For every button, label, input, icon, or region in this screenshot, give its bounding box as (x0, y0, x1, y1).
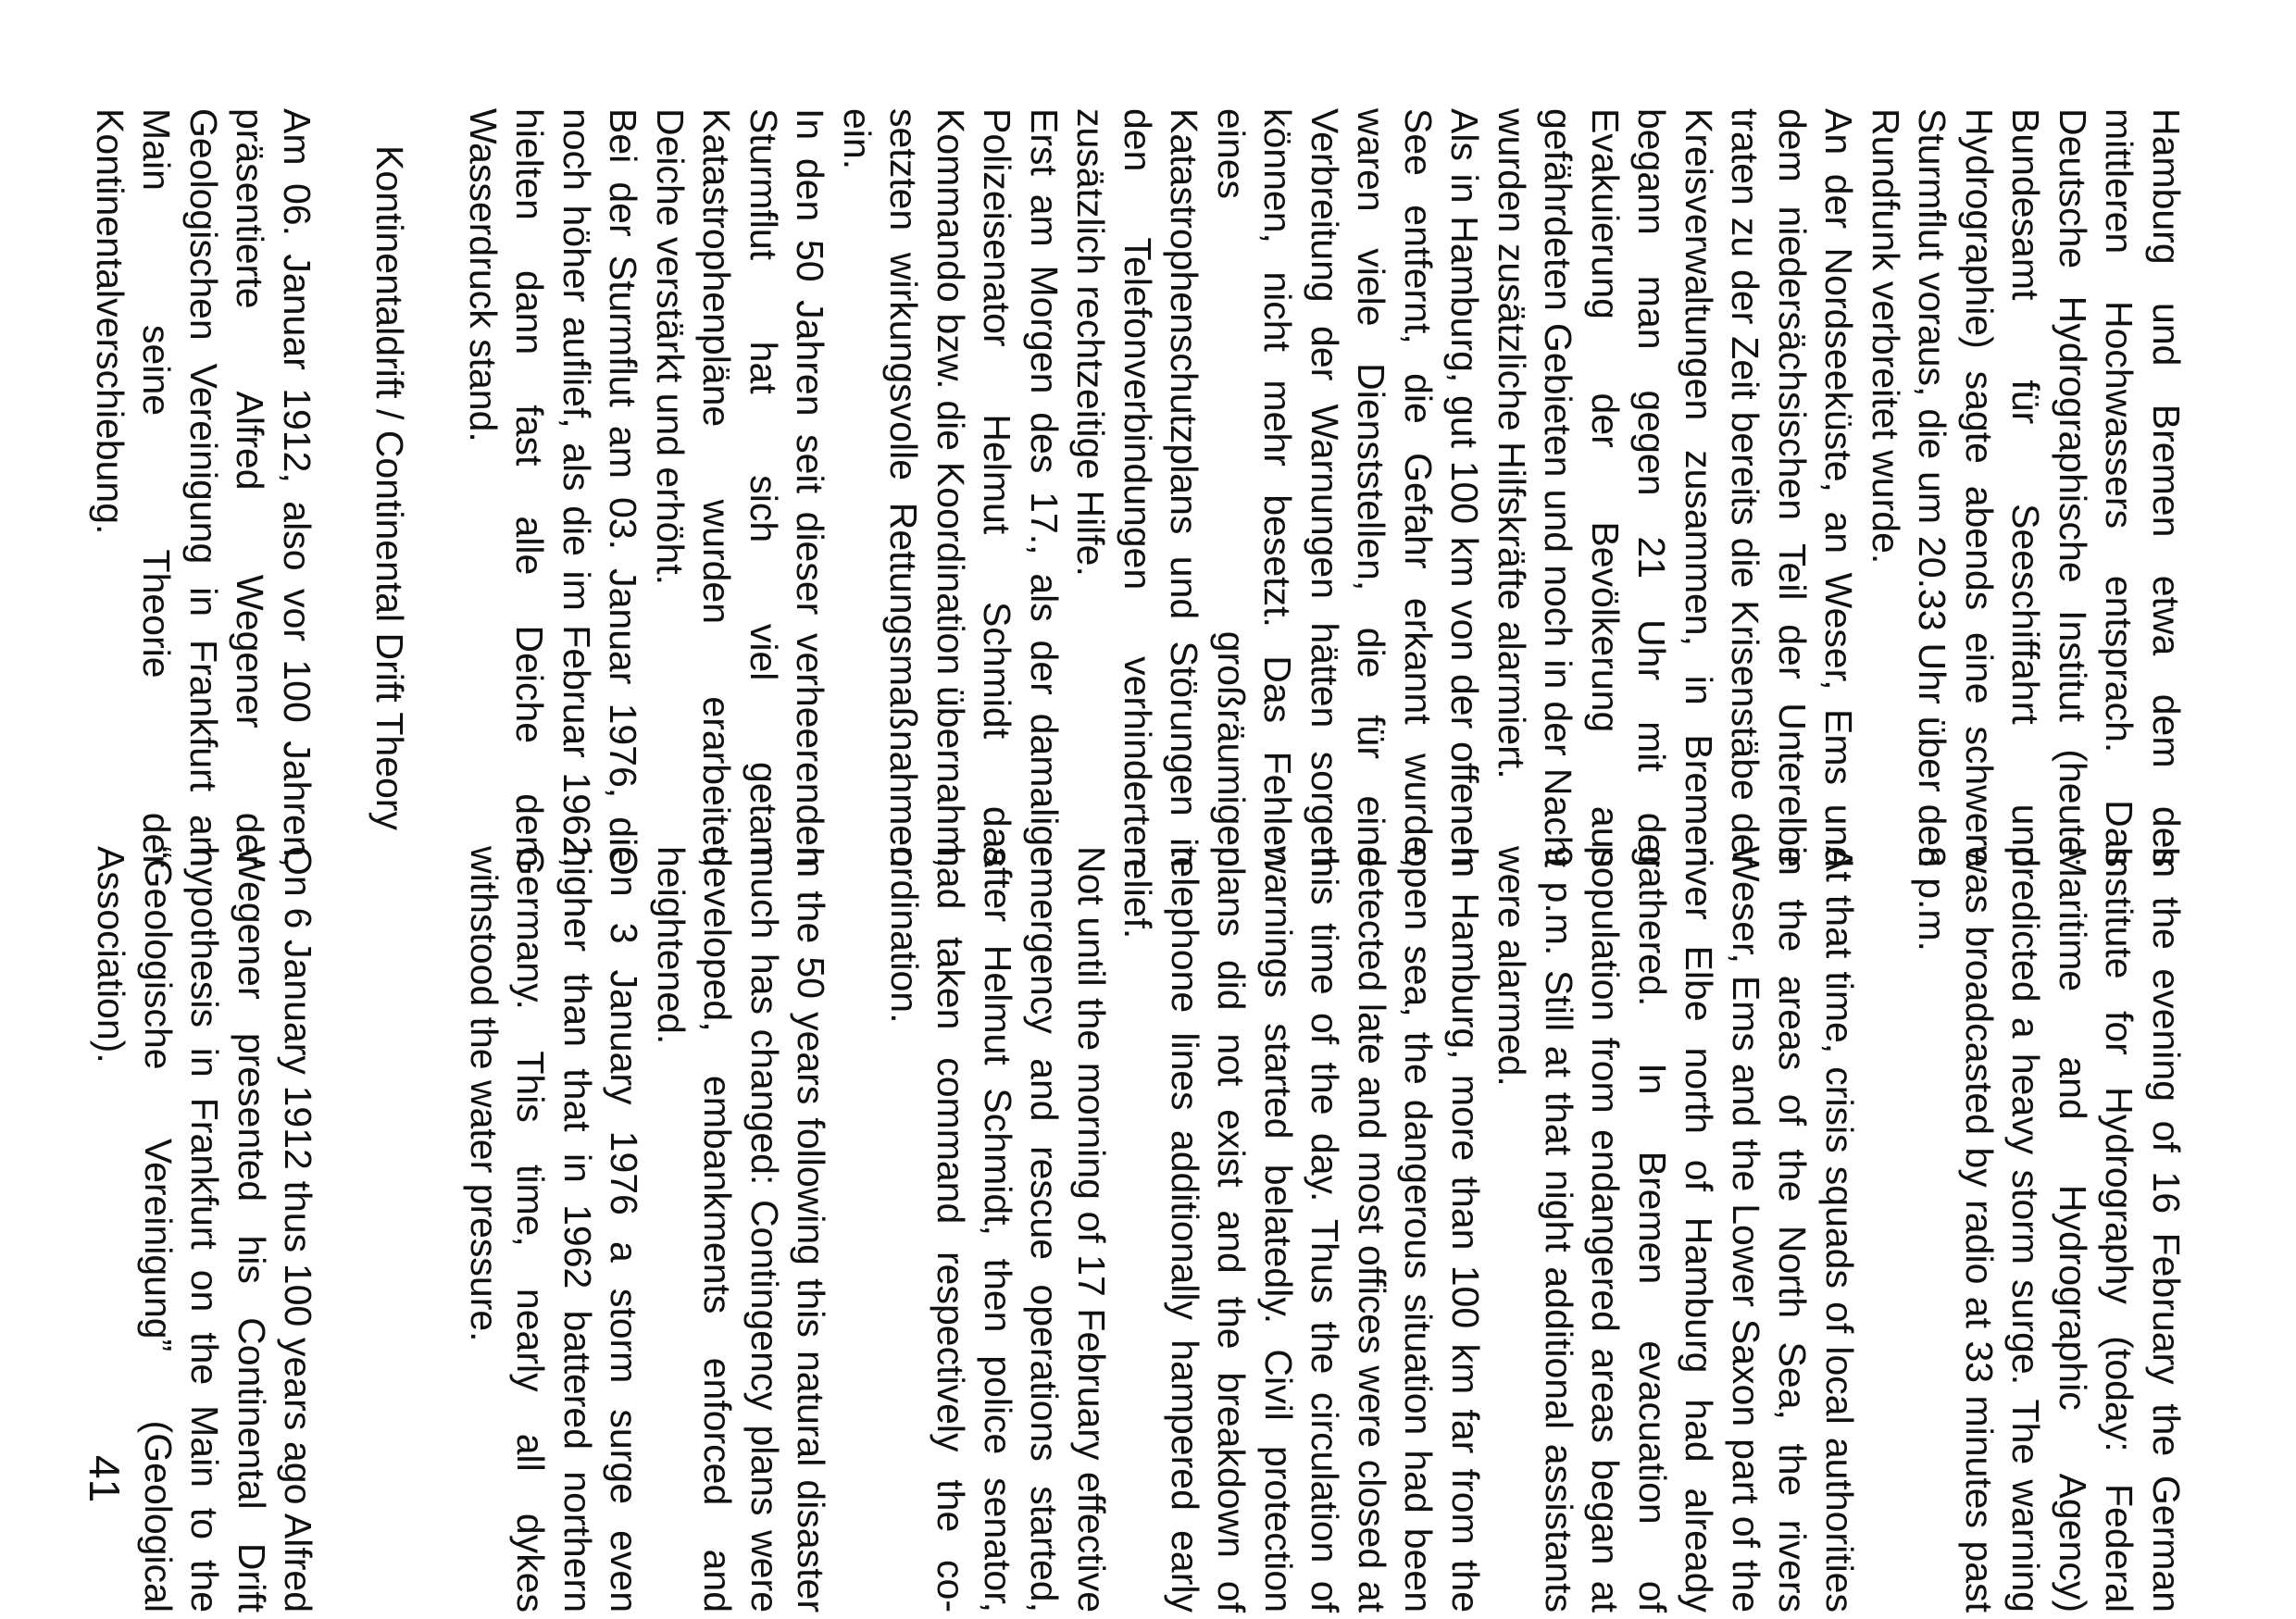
english-paragraph-7: On 6 January 1912 thus 100 years ago Alfred Wegener presented his Continental Drift hypothesis in Frankfurt on the Main to the “Geologische Vereinigung” (Geological Association). (90, 846, 320, 1613)
page-number: 41 (81, 1455, 129, 1503)
german-paragraph-7: Am 06. Januar 1912, also vor 100 Jahren, präsentierte Alfred Wegener der Geologischen Vereinigung in Frankfurt am Main seine Theorie der Kontinentalverschiebung. (89, 108, 318, 867)
german-column (87, 108, 2190, 867)
spacer (835, 846, 881, 1613)
section-heading: Kontinentaldrift / Continental Drift Theory (368, 145, 412, 830)
german-paragraph-2: An der Nordseeküste, an Weser, Ems und dem niedersächsischen Teil der Unterelbe traten zu der Zeit bereits die Krisenstäbe der Kreisverwaltungen zusammen, in Bremen begann man gegen 21 Uhr mit der Evakuierung der Bevölkerung aus gefährdeten Gebieten und noch in der Nacht wurden zusätzliche Hilfskräfte alarmiert. (1491, 108, 1861, 867)
spacer (320, 108, 367, 867)
english-paragraph-5: In the 50 years following this natural disaster much has changed: Contingency plans were developed, embankments enforced and heightened. (650, 846, 833, 1613)
german-paragraph-1: Hamburg und Bremen etwa dem des mittleren Hochwassers entsprach. Das Deutsche Hydrographische Institut (heute: Bundesamt für Seeschiffahrt und Hydrographie) sagte abends eine schwere Sturmflut voraus, die um 20.33 Uhr über den Rundfunk verbreitet wurde. (1865, 108, 2188, 867)
spacer (414, 108, 460, 867)
english-column (88, 846, 2190, 1613)
english-paragraph-3: In Hamburg, more than 100 km far from the open sea, the dangerous situation had been detected late and most offices were closed at this time of the day. Thus the circulation of warnings started belatedly. Civil protection plans did not exist and the breakdown of telephone lines additionally hampered early relief. (1117, 846, 1487, 1613)
english-paragraph-2: At that time, crisis squads of local authorities in the areas of the North Sea, the rivers Weser, Ems and the Lower Saxon part of the river Elbe north of Hamburg had already gathered. In Bremen evacuation of population from endangered areas began at 9 p.m. Still at that night additional assistants were alarmed. (1491, 846, 1861, 1613)
german-paragraph-4: Erst am Morgen des 17., als der damalige Polizeisenator Helmut Schmidt das Kommando bzw. die Koordination übernahm, setzten wirkungsvolle Rettungsmaßnahmen ein. (836, 108, 1066, 867)
english-paragraph-1: In the evening of 16 February the German Institute for Hydrography (today: Federal Maritime and Hydrographic Agency) predicted a heavy storm surge. The warning was broadcasted by radio at 33 minutes past 8 p.m. (1911, 846, 2188, 1613)
spacer (415, 846, 461, 1613)
german-paragraph-5: In den 50 Jahren seit dieser verheerenden Sturmflut hat sich viel getan: Katastrophenpläne wurden erarbeitet, Deiche verstärkt und erhöht. (649, 108, 832, 867)
spacer (368, 846, 415, 1613)
german-paragraph-6: Bei der Sturmflut am 03. Januar 1976, die noch höher auflief, als die im Februar 1962, hielten dann fast alle Deiche dem Wasserdruck stand. (462, 108, 645, 867)
spacer (1863, 846, 1909, 1613)
spacer (322, 846, 368, 1613)
english-paragraph-6: On 3 January 1976 a storm surge even higher than that in 1962 battered northern Germany. This time, nearly all dykes withstood the water pressure. (463, 846, 646, 1613)
english-paragraph-4: Not until the morning of 17 February effective emergency and rescue operations started, after Helmut Schmidt, then police senator, had taken command respectively the co-ordination. (883, 846, 1113, 1613)
german-paragraph-3: Als in Hamburg, gut 100 km von der offenen See entfernt, die Gefahr erkannt wurde, waren viele Dienststellen, die für eine Verbreitung der Warnungen hätten sorgen können, nicht mehr besetzt. Das Fehlen eines großräumigen Katastrophenschutzplans und Störungen in den Telefonverbindungen verhinderten zusätzlich rechtzeitige Hilfe. (1069, 108, 1487, 867)
